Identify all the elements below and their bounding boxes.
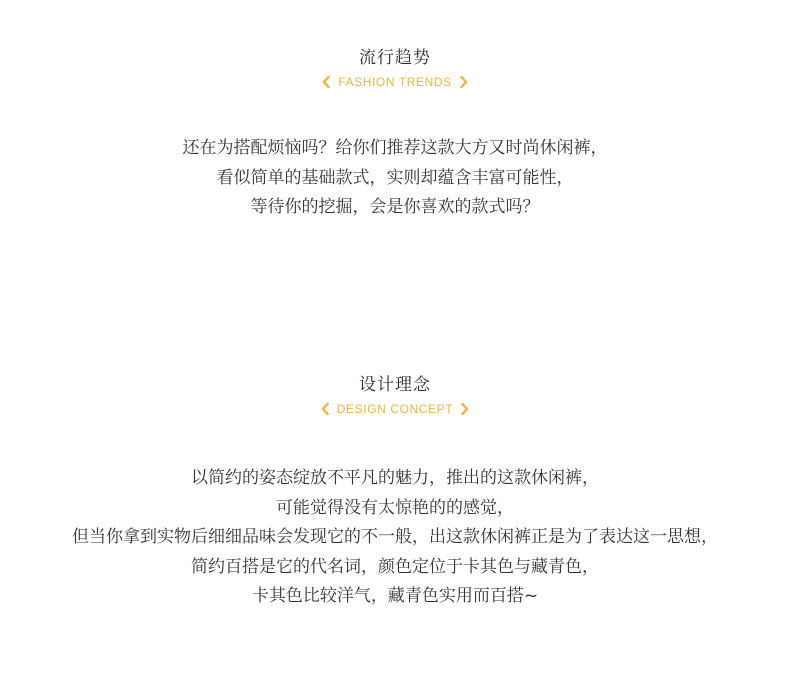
- paragraph-line: 以简约的姿态绽放不平凡的魅力，推出的这款休闲裤，: [191, 468, 599, 488]
- section-subtitle: DESIGN CONCEPT: [336, 402, 454, 416]
- chevron-left-icon: [321, 403, 329, 415]
- section-title: 流行趋势: [359, 48, 431, 68]
- paragraph-line: 看似简单的基础款式，实则却蕴含丰富可能性，: [216, 167, 574, 188]
- paragraph-line: 等待你的挖掘，会是你喜欢的款式吗？: [250, 197, 540, 217]
- paragraph-line: 简约百搭是它的代名词，颜色定位于卡其色与藏青色，: [191, 556, 599, 577]
- subtitle-row: [0, 401, 790, 417]
- chevron-left-icon: [322, 76, 330, 88]
- chevron-right-icon: [461, 403, 469, 415]
- section-paragraph: [0, 134, 790, 223]
- paragraph-line: 卡其色比较洋气，藏青色实用而百搭~: [251, 586, 539, 606]
- paragraph-line: 可能觉得没有太惊艳的的感觉，: [276, 497, 514, 518]
- section-paragraph: [0, 464, 790, 612]
- paragraph-line: 还在为搭配烦恼吗？给你们推荐这款大方又时尚休闲裤，: [182, 138, 608, 158]
- section-subtitle: FASHION TRENDS: [338, 75, 452, 89]
- section-design-concept: [0, 374, 790, 612]
- paragraph-line: 但当你拿到实物后细细品味会发现它的不一般，出这款休闲裤正是为了表达这一思想，: [72, 527, 718, 547]
- section-title: 设计理念: [359, 375, 431, 395]
- subtitle-row: [0, 74, 790, 90]
- chevron-right-icon: [460, 76, 468, 88]
- section-fashion-trends: [0, 47, 790, 223]
